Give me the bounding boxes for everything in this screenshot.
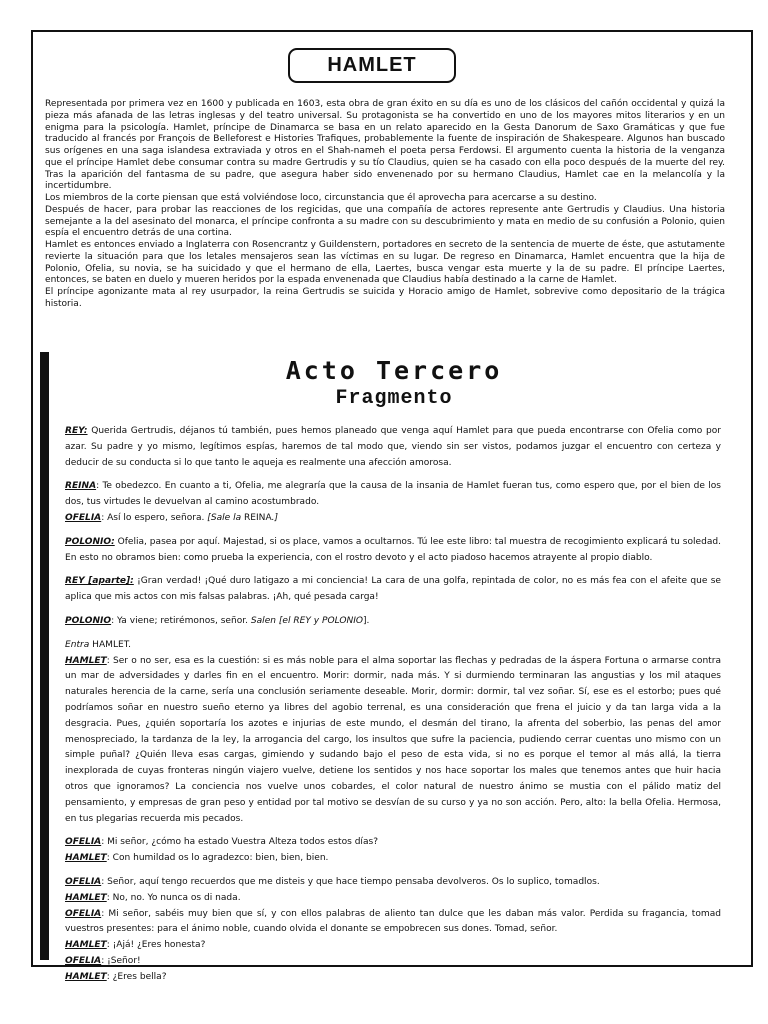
dialogue-line [65, 479, 721, 511]
dialogue-text: : Mi señor, ¿cómo ha estado Vuestra Alteza todos estos días? [101, 837, 379, 848]
speaker-name: HAMLET [65, 853, 107, 864]
dialogue-text: : Señor, aquí tengo recuerdos que me disteis y que hace tiempo pensaba devolveros. Os lo suplico, tomadlos. [101, 876, 600, 887]
speaker-name: POLONIO [65, 615, 112, 626]
dialogue-text: : Así lo espero, señora. [101, 512, 208, 523]
speaker-name: OFELIA [65, 512, 102, 523]
dialogue-line [65, 970, 721, 986]
speaker-name: HAMLET [65, 971, 107, 982]
dialogue-line [65, 835, 721, 851]
decorative-side-bar [40, 352, 49, 960]
dialogue-text: : ¿Eres bella? [106, 971, 167, 982]
dialogue-line [65, 574, 721, 606]
script-fragment [65, 424, 721, 986]
dialogue-line [65, 907, 721, 939]
speaker-name: OFELIA [65, 837, 102, 848]
dialogue-text: : Te obedezco. En cuanto a ti, Ofelia, me alegraría que la causa de la insania de Hamlet fueran tus, como espero que, por el bien de los dos, tus virtudes le devuelvan al camino acostumbrado. [65, 481, 721, 508]
speaker-name: OFELIA [65, 908, 102, 919]
intro-paragraph: El príncipe agonizante mata al rey usurpador, la reina Gertrudis se suicida y Horacio amigo de Hamlet, sobrevive como depositario de la trágica historia. [45, 287, 725, 309]
intro-section [45, 99, 725, 311]
dialogue-text: Querida Gertrudis, déjanos tú también, pues hemos planeado que venga aquí Hamlet para que pueda encontrarse con Ofelia como por azar. Su padre y yo mismo, legítimos espías, haremos de tal modo que, viendo sin ser vistos, podamos juzgar el encuentro con certeza y deducir de su conducta si lo que tanto le aqueja es realmente una afección amorosa. [65, 426, 721, 468]
intro-paragraph: Representada por primera vez en 1600 y publicada en 1603, esta obra de gran éxito en su día es uno de los clásicos del cañón occidental y quizá la pieza más afanada de las letras inglesas y del teatro universal. Su protagonista se ha convertido en uno de los mayores mitos literarios y en un enigma para la psicología. Hamlet, príncipe de Dinamarca se basa en un relato aparecido en la Gesta Danorum de Saxo Gramáticas y que fue traducido al francés por François de Belleforest e Histories Trafiques, probablemente la fuente de inspiración de Shakespeare. Algunos han buscado sus orígenes en una saga islandesa extraviada y otros en el Shah-nameh el poeta persa Ferdowsi. El argumento cuenta la historia de la venganza que el príncipe Hamlet debe consumar contra su madre Gertrudis y su tío Claudius, quien se ha casado con ella poco después de la muerte del rey. Tras la aparición del fantasma de su padre, que asegura haber sido envenenado por su hermano Claudius, Hamlet cae en la melancolía y la incertidumbre. [45, 99, 725, 192]
dialogue-line [65, 535, 721, 567]
speaker-name: HAMLET [65, 655, 107, 666]
dialogue-line [65, 511, 721, 527]
dialogue-text: : ¡Señor! [101, 955, 141, 966]
dialogue-text: : Ser o no ser, esa es la cuestión: si es más noble para el alma soportar las flechas y pedradas de la áspera Fortuna o armarse contra un mar de adversidades y darles fin en el encuentro. Morir: dormir, nada más. Y si durmiendo terminaran las angustias y los mil ataques naturales herencia de la carne, sería una conclusión seriamente deseable. Morir, dormir: dormir, tal vez soñar. Sí, ese es el estorbo; pues qué podríamos soñar en nuestro sueño eterno ya libres del agobio terrenal, es una consideración que frena el juicio y da tan larga vida a la desgracia. Pues, ¿quién soportaría los azotes e injurias de este mundo, el desmán del tirano, la afrenta del soberbio, las penas del amor menospreciado, la tardanza de la ley, la arrogancia del cargo, los insultos que sufre la paciencia, pudiendo cerrar cuentas uno mismo con un simple puñal? ¿Quién lleva esas cargas, gimiendo y sudando bajo el peso de esta vida, si no es porque el temor al más allá, la tierra inexplorada de cuyas fronteras ningún viajero vuelve, detiene los sentidos y nos hace soportar los males que tenemos antes que huir hacia otros que ignoramos? La conciencia nos vuelve unos cobardes, el color natural de nuestro ánimo se mustia con el pálido matiz del pensamiento, y empresas de gran peso y entidad por tal motivo se desvían de su curso y ya no son acción. Pero, alto: la bella Ofelia. Hermosa, en tus plegarias recuerda mis pecados. [65, 655, 721, 824]
dialogue-line [65, 954, 721, 970]
dialogue-line [65, 614, 721, 630]
stage-entry-name: HAMLET. [89, 639, 132, 650]
dialogue-text: ¡Gran verdad! ¡Qué duro latigazo a mi conciencia! La cara de una golfa, repintada de color, no es más fea con el afeite que se aplica que mis actos con mis falsas palabras. ¡Ah, qué pesada carga! [65, 576, 722, 603]
dialogue-line [65, 891, 721, 907]
stage-direction: Salen [el [250, 615, 294, 626]
dialogue-line [65, 875, 721, 891]
act-title: Acto Tercero [285, 356, 503, 385]
speaker-name: OFELIA [65, 955, 102, 966]
stage-direction-name: REINA [244, 512, 272, 523]
stage-direction-end: ]. [363, 615, 370, 626]
stage-entra: Entra [65, 639, 90, 650]
dialogue-text: : Mi señor, sabéis muy bien que sí, y con ellos palabras de aliento tan dulce que les daban más valor. Perdida su fragancia, tomad vuestros presentes: para el ánimo noble, cuando olvida el donante se empobrecen sus dones. Tomad, señor. [65, 908, 721, 935]
dialogue-line [65, 654, 721, 828]
fragment-title: Fragmento [335, 387, 453, 410]
speaker-name: REINA [65, 481, 97, 492]
stage-direction-end: .] [271, 512, 279, 523]
dialogue-text: : Ya viene; retirémonos, señor. [111, 615, 251, 626]
intro-paragraph: Los miembros de la corte piensan que está volviéndose loco, circunstancia que él aprovecha para acercarse a su destino. [45, 193, 597, 203]
speaker-name: OFELIA [65, 876, 102, 887]
intro-paragraph: Después de hacer, para probar las reacciones de los regicidas, que una compañía de actores represente ante Gertrudis y Claudius. Una historia semejante a la del asesinato del monarca, el príncipe confronta a su madre con su descubrimiento y mata en medio de su confusión a Polonio, quien espía el encuentro detrás de una cortina. [45, 204, 725, 239]
speaker-name: REY [aparte]: [65, 576, 134, 587]
stage-direction: [Sale la [207, 512, 245, 523]
stage-direction-names: REY y POLONIO [293, 615, 364, 626]
intro-paragraph: Hamlet es entonces enviado a Inglaterra con Rosencrantz y Guildenstern, portadores en secreto de la sentencia de muerte de éste, que astutamente revierte la situación para que los letales mensajeros sean las víctimas en su lugar. De regreso en Dinamarca, Hamlet encuentra que la hija de Polonio, Ofelia, su novia, se ha suicidado y que el hermano de ella, Laertes, busca vengar esta muerte y la de su padre. El príncipe Laertes, entonces, se baten en duelo y mueren heridos por la espada envenenada que Claudius había destinado a la carne de Hamlet. [45, 240, 725, 286]
speaker-name: HAMLET [65, 892, 107, 903]
dialogue-line [65, 424, 721, 471]
speaker-name: HAMLET [65, 940, 107, 951]
document-title [288, 48, 456, 83]
dialogue-text: : ¡Ajá! ¿Eres honesta? [106, 940, 206, 951]
dialogue-text: : Con humildad os lo agradezco: bien, bien, bien. [106, 853, 329, 864]
speaker-name: POLONIO: [65, 536, 115, 547]
speaker-name: REY: [65, 426, 88, 436]
dialogue-text: Ofelia, pasea por aquí. Majestad, si os place, vamos a ocultarnos. Tú lee este libro: tal muestra de recogimiento explicará tu soledad. En esto no obramos bien: como prueba la experiencia, con el rostro devoto y el acto piadoso hacemos atrayente al propio diablo. [65, 536, 721, 563]
document-title-text: HAMLET [327, 54, 417, 76]
dialogue-line [65, 938, 721, 954]
stage-entry [65, 638, 721, 654]
dialogue-text: : No, no. Yo nunca os di nada. [106, 892, 241, 903]
dialogue-line [65, 851, 721, 867]
